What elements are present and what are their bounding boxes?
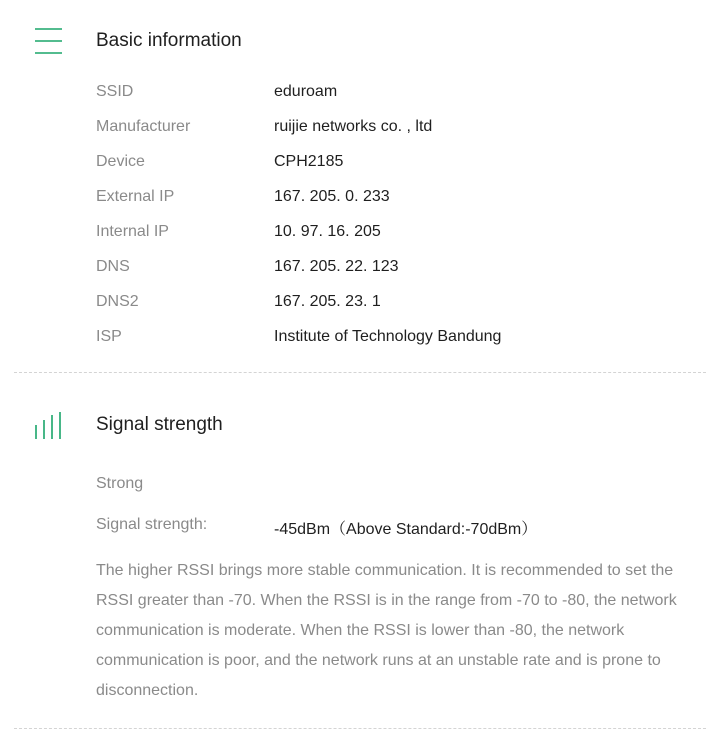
info-row-dns2 xyxy=(96,285,696,320)
info-label: ISP xyxy=(96,328,122,345)
info-row-external-ip xyxy=(96,180,696,215)
section-divider xyxy=(14,372,706,373)
info-label: DNS xyxy=(96,258,130,275)
info-row-isp xyxy=(96,320,696,355)
info-label: Device xyxy=(96,153,145,170)
basic-information-header xyxy=(0,0,720,82)
info-label: Manufacturer xyxy=(96,118,191,135)
info-label: External IP xyxy=(96,188,175,205)
info-value: CPH2185 xyxy=(274,153,344,170)
info-value: 167. 205. 23. 1 xyxy=(274,293,381,310)
info-value: ruijie networks co. , ltd xyxy=(274,118,433,135)
signal-strength-section xyxy=(0,374,720,730)
signal-bars-icon xyxy=(34,411,64,441)
info-label: DNS2 xyxy=(96,293,139,310)
info-row-dns xyxy=(96,250,696,285)
info-value: 10. 97. 16. 205 xyxy=(274,223,381,240)
signal-strength-value: -45dBm（Above Standard:-70dBm） xyxy=(274,521,538,538)
menu-lines-icon xyxy=(34,27,64,57)
signal-strength-title: Signal strength xyxy=(96,414,223,435)
signal-strength-header xyxy=(0,374,720,456)
signal-description: The higher RSSI brings more stable communication. It is recommended to set the RSSI greater than -70. When the RSSI is in the range from -70 to -80, the network communication is moderate. When the RSSI is lower than -80, the network communication is poor, and the network runs at an unstable rate and is prone to disconnection. xyxy=(96,562,677,699)
info-value: eduroam xyxy=(274,83,338,100)
info-value: 167. 205. 0. 233 xyxy=(274,188,390,205)
info-row-manufacturer xyxy=(96,110,696,145)
info-label: Internal IP xyxy=(96,223,169,240)
info-row-device xyxy=(96,145,696,180)
network-info-table xyxy=(96,75,696,355)
section-divider xyxy=(14,728,706,729)
basic-information-title: Basic information xyxy=(96,30,242,51)
info-value: Institute of Technology Bandung xyxy=(274,328,502,345)
signal-strength-label: Signal strength: xyxy=(96,516,208,533)
info-value: 167. 205. 22. 123 xyxy=(274,258,399,275)
signal-status: Strong xyxy=(96,475,144,492)
info-label: SSID xyxy=(96,83,134,100)
info-row-internal-ip xyxy=(96,215,696,250)
info-row-ssid xyxy=(96,75,696,110)
